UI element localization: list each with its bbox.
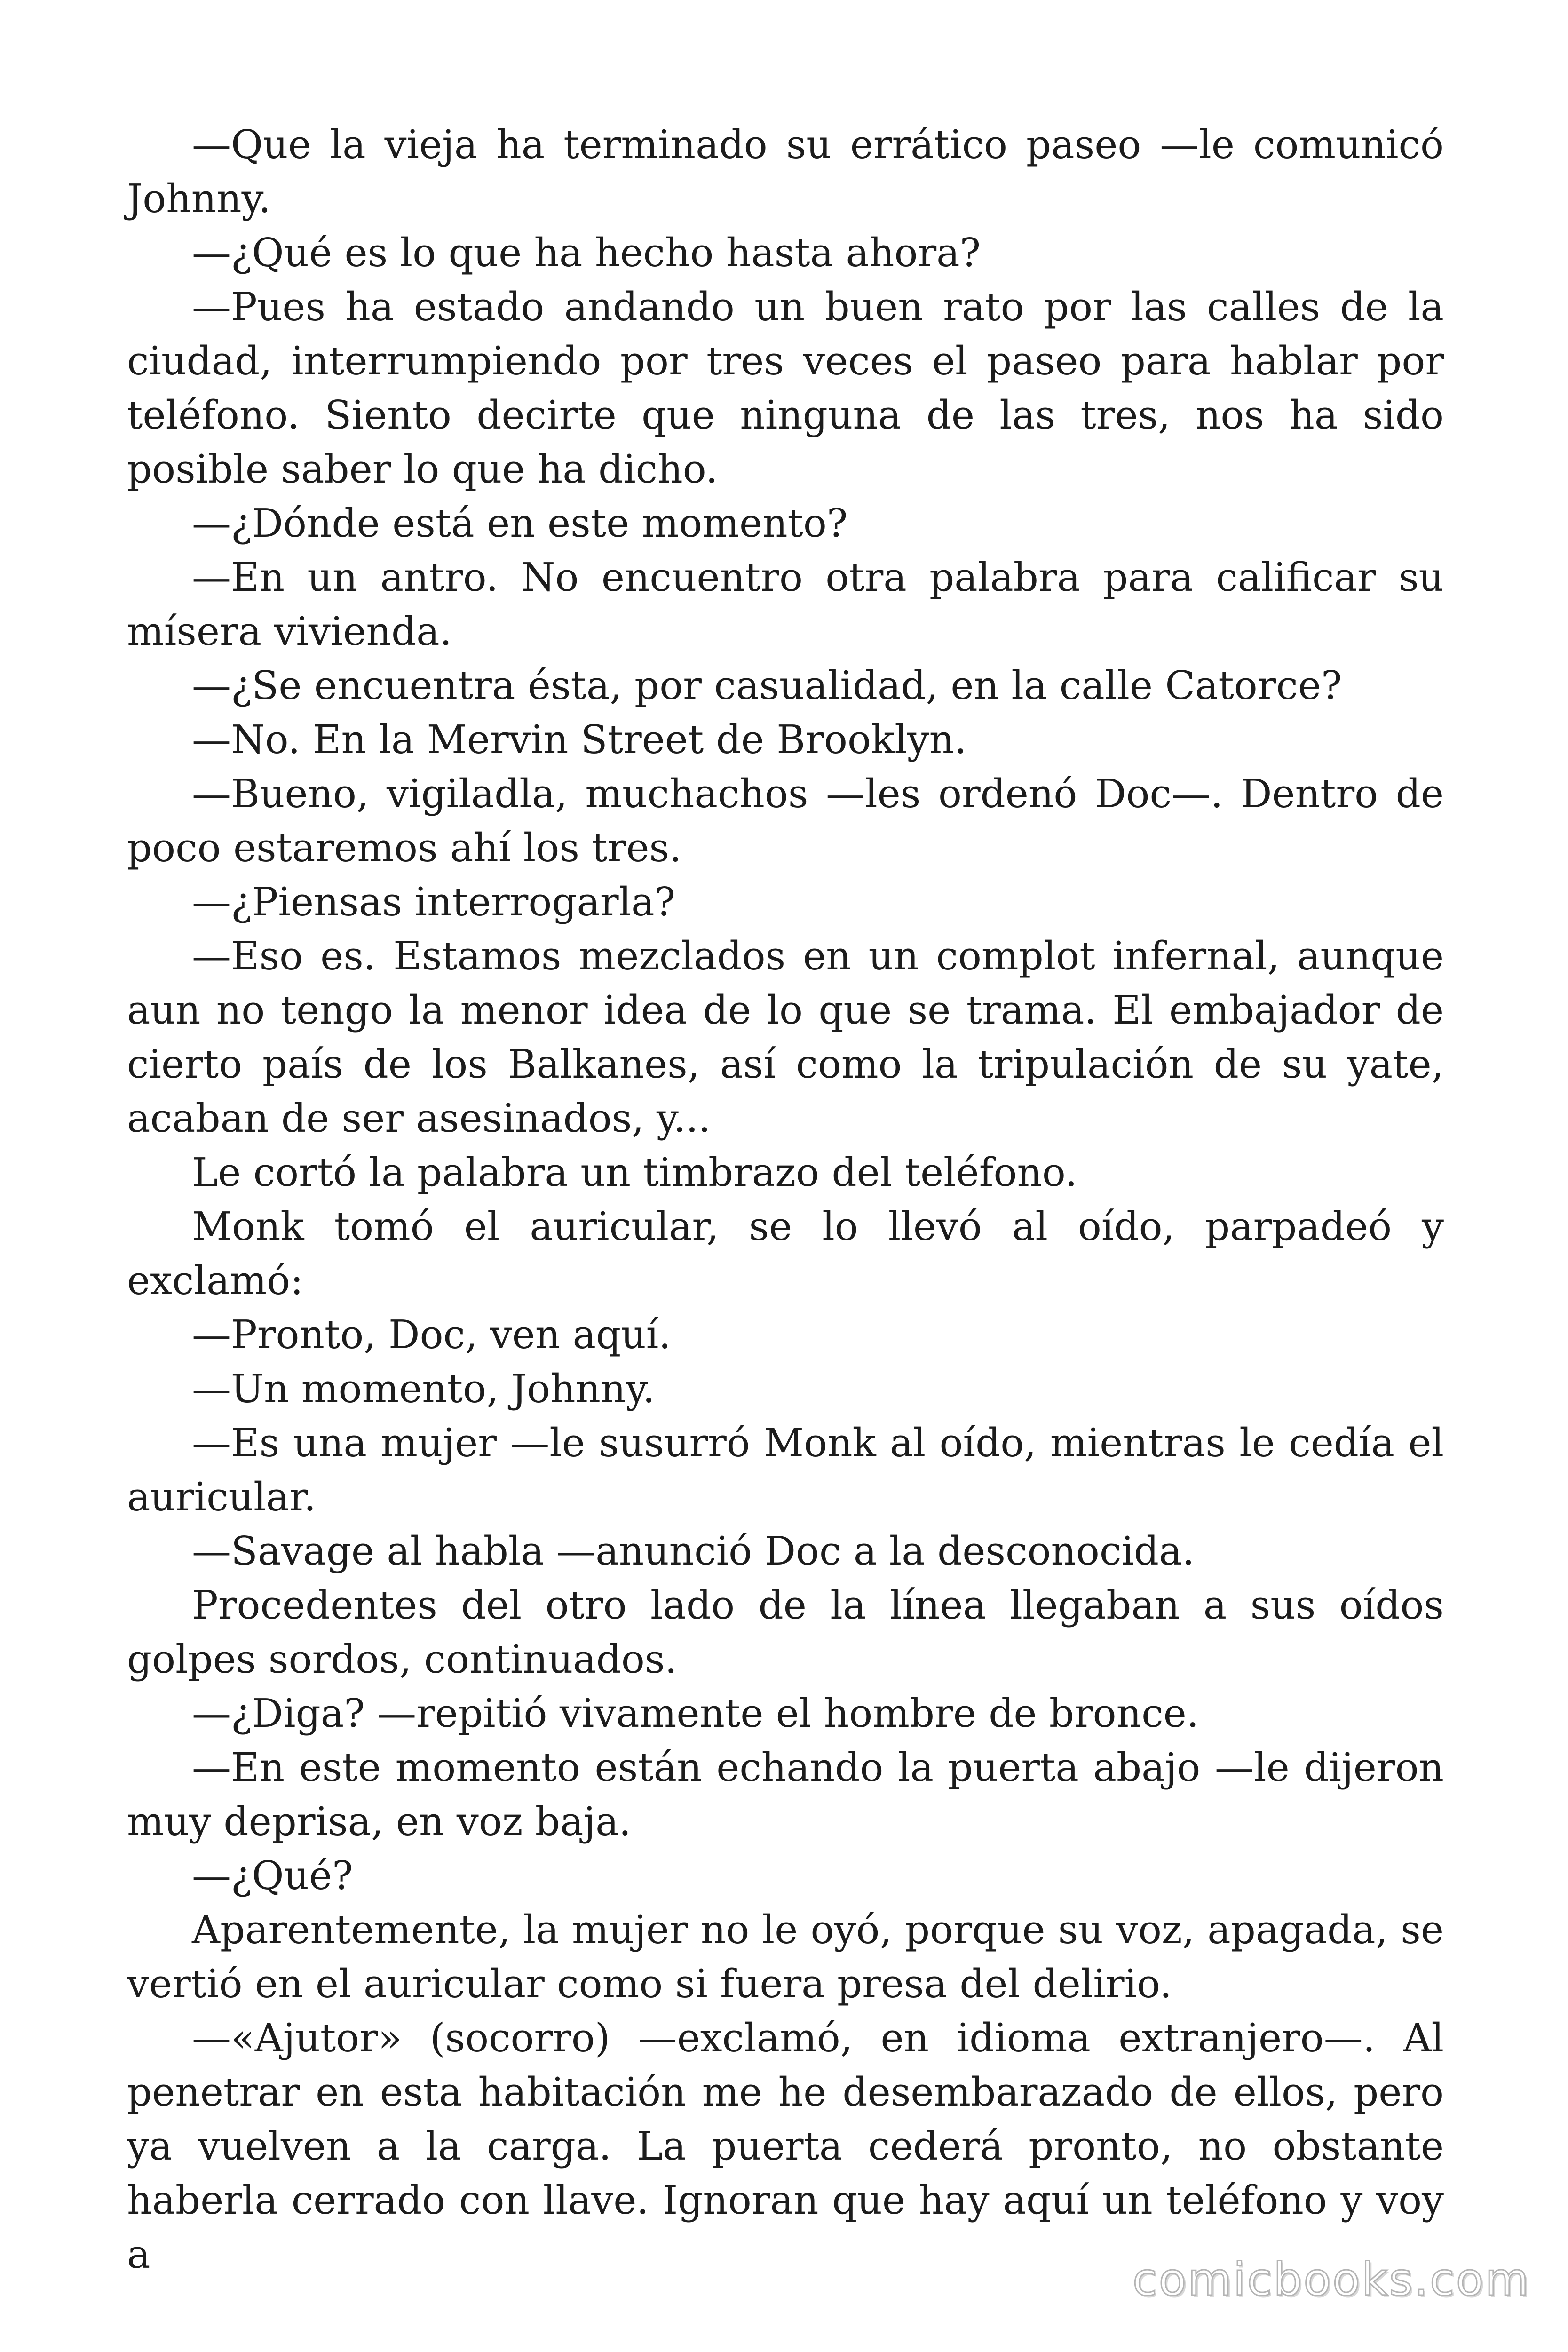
paragraph: —En este momento están echando la puerta abajo —le dijeron muy deprisa, en voz baja. — [127, 1745, 1444, 1844]
watermark: comicbooks.com — [1132, 2253, 1530, 2306]
paragraph: —¿Qué? — [192, 1853, 353, 1899]
paragraph: —¿Se encuentra ésta, por casualidad, en la calle Catorce? — [192, 663, 1342, 708]
paragraph: —Savage al habla —anunció Doc a la desconocida. — [192, 1528, 1195, 1574]
paragraph: —Bueno, vigiladla, muchachos —les ordenó Doc—. Dentro de poco estaremos ahí los tres. — [127, 771, 1444, 871]
paragraph: —¿Dónde está en este momento? — [192, 501, 848, 546]
paragraph: Procedentes del otro lado de la línea llegaban a sus oídos golpes sordos, continuados. — [127, 1582, 1444, 1682]
paragraph: —Eso es. Estamos mezclados en un complot infernal, aunque aun no tengo la menor idea de lo que se trama. El embajador de cierto país de los Balkanes, así como la tripulación de su yate, acaban de ser asesinados, y... — [127, 933, 1444, 1141]
paragraph: —Pues ha estado andando un buen rato por las calles de la ciudad, interrumpiendo por tres veces el paseo para hablar por teléfono. Siento decirte que ninguna de las tres, nos ha sido posible saber lo que ha dicho. — [127, 284, 1444, 492]
paragraph: Aparentemente, la mujer no le oyó, porque su voz, apagada, se vertió en el auricular como si fuera presa del delirio. — [127, 1907, 1444, 2007]
paragraph: Monk tomó el auricular, se lo llevó al oído, parpadeó y exclamó: — [127, 1204, 1444, 1303]
paragraph: —Que la vieja ha terminado su errático paseo —le comunicó Johnny. — [127, 122, 1444, 222]
paragraph: —«Ajutor» (socorro) —exclamó, en idioma extranjero—. Al penetrar en esta habitación me he desembarazado de ellos, pero ya vuelven a la carga. La puerta cederá pronto, no obstante haberla cerrado con llave. Ignoran que hay aquí un teléfono y voy a — [127, 2015, 1444, 2277]
paragraph: —Es una mujer —le susurró Monk al oído, mientras le cedía el auricular. — [127, 1420, 1444, 1520]
page-text — [127, 118, 1444, 2281]
paragraph: —No. En la Mervin Street de Brooklyn. — [192, 717, 967, 763]
paragraph: —¿Qué es lo que ha hecho hasta ahora? — [192, 230, 981, 276]
paragraph: —Pronto, Doc, ven aquí. — [192, 1312, 671, 1358]
paragraph: —En un antro. No encuentro otra palabra para calificar su mísera vivienda. — [127, 555, 1444, 654]
paragraph: —¿Piensas interrogarla? — [192, 879, 676, 925]
paragraph: —¿Diga? —repitió vivamente el hombre de bronce. — [192, 1691, 1199, 1736]
paragraph: Le cortó la palabra un timbrazo del teléfono. — [192, 1150, 1077, 1195]
paragraph: —Un momento, Johnny. — [192, 1366, 655, 1412]
